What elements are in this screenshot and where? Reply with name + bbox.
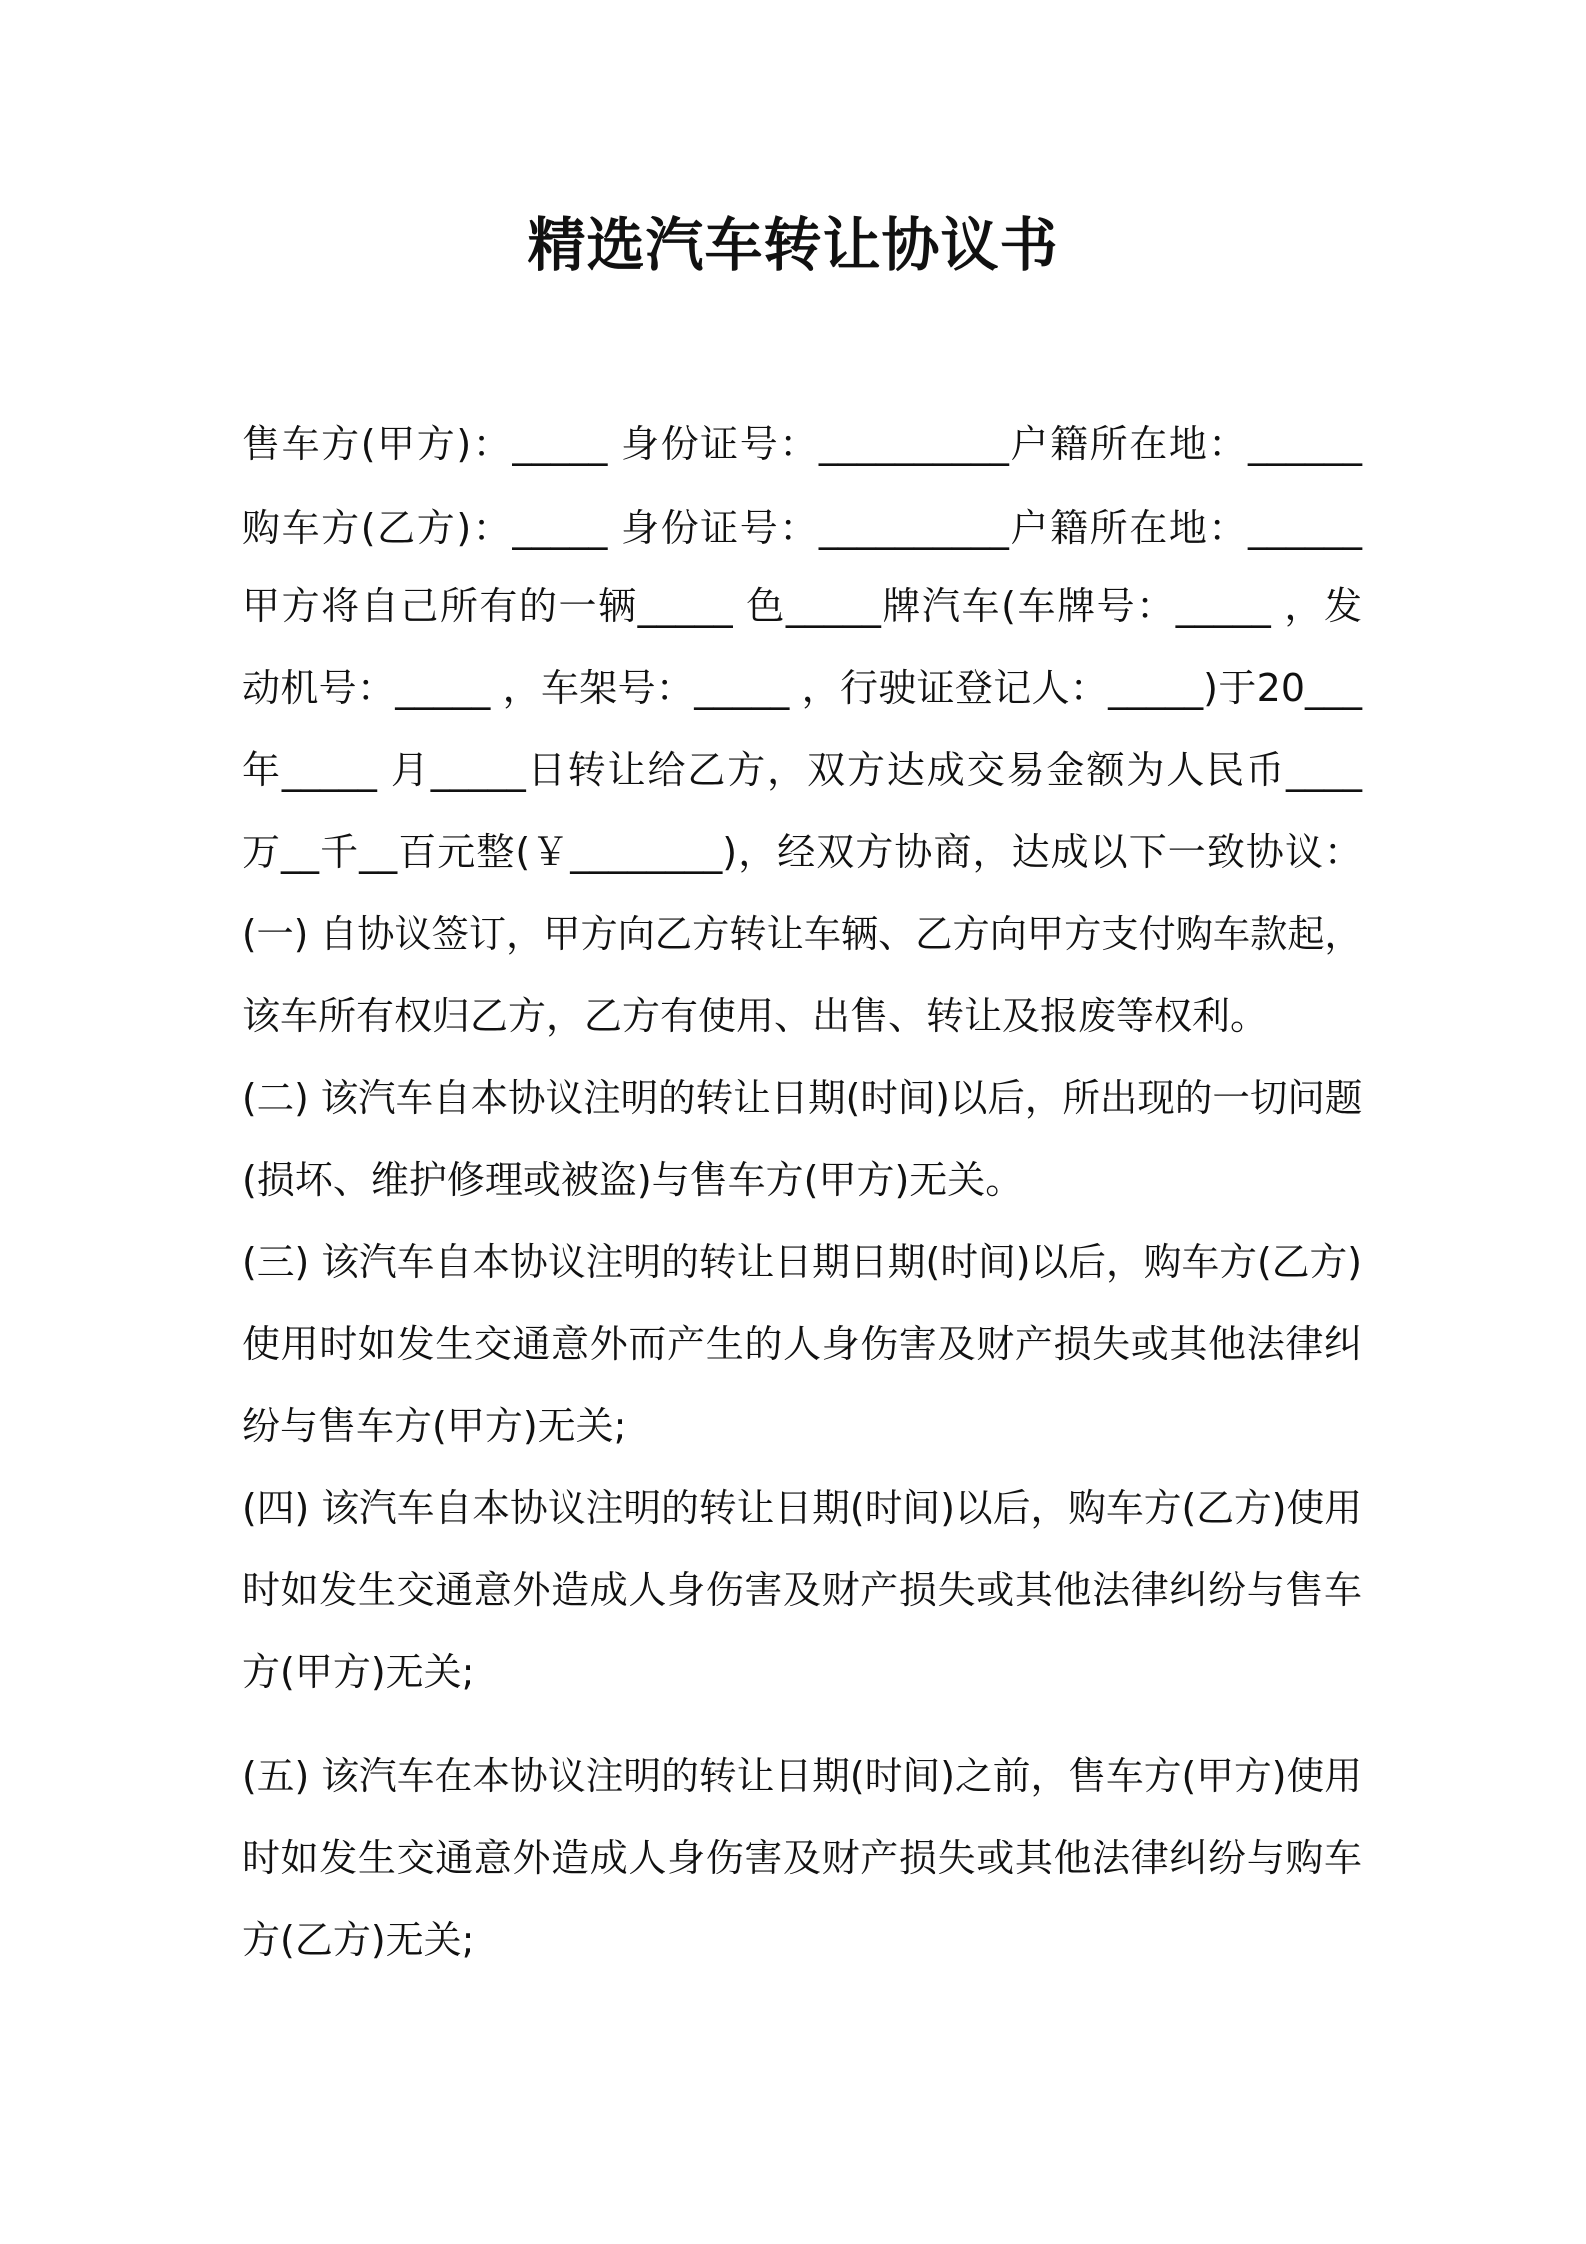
clause-5-line: 方(乙方)无关; <box>242 1918 475 1962</box>
seller-info-line: 售车方(甲方)：_____ 身份证号：__________户籍所在地：______ <box>242 422 1362 466</box>
vehicle-info-line: 甲方将自己所有的一辆_____ 色_____牌汽车(车牌号：_____ ，发 <box>242 584 1362 628</box>
clause-2-line: (损坏、维护修理或被盗)与售车方(甲方)无关。 <box>242 1158 1024 1202</box>
clause-4-line: 方(甲方)无关; <box>242 1650 475 1694</box>
clause-3-line: 纷与售车方(甲方)无关; <box>242 1404 627 1448</box>
clause-4-line: (四) 该汽车自本协议注明的转让日期(时间)以后，购车方(乙方)使用 <box>242 1486 1363 1530</box>
clause-5-line: (五) 该汽车在本协议注明的转让日期(时间)之前，售车方(甲方)使用 <box>242 1754 1363 1798</box>
clause-2-line: (二) 该汽车自本协议注明的转让日期(时间)以后，所出现的一切问题 <box>242 1076 1363 1120</box>
clause-4-line: 时如发生交通意外造成人身伤害及财产损失或其他法律纠纷与售车 <box>242 1568 1362 1612</box>
clause-3-line: (三) 该汽车自本协议注明的转让日期日期(时间)以后，购车方(乙方) <box>242 1240 1363 1284</box>
clause-3-line: 使用时如发生交通意外而产生的人身伤害及财产损失或其他法律纠 <box>242 1322 1362 1366</box>
document-title: 精选汽车转让协议书 <box>527 211 1059 279</box>
buyer-info-line: 购车方(乙方)：_____ 身份证号：__________户籍所在地：______ <box>242 506 1362 550</box>
clause-1-line: (一) 自协议签订，甲方向乙方转让车辆、乙方向甲方支付购车款起， <box>242 912 1362 956</box>
vehicle-info-line: 动机号：_____ ，车架号：_____ ，行驶证登记人：_____)于20___ <box>242 666 1362 710</box>
amount-line: 万__千__百元整(￥________)，经双方协商，达成以下一致协议： <box>242 830 1362 874</box>
transfer-date-line: 年_____ 月_____日转让给乙方，双方达成交易金额为人民币____ <box>242 748 1362 792</box>
clause-5-line: 时如发生交通意外造成人身伤害及财产损失或其他法律纠纷与购车 <box>242 1836 1362 1880</box>
clause-1-line: 该车所有权归乙方，乙方有使用、出售、转让及报废等权利。 <box>242 994 1269 1038</box>
